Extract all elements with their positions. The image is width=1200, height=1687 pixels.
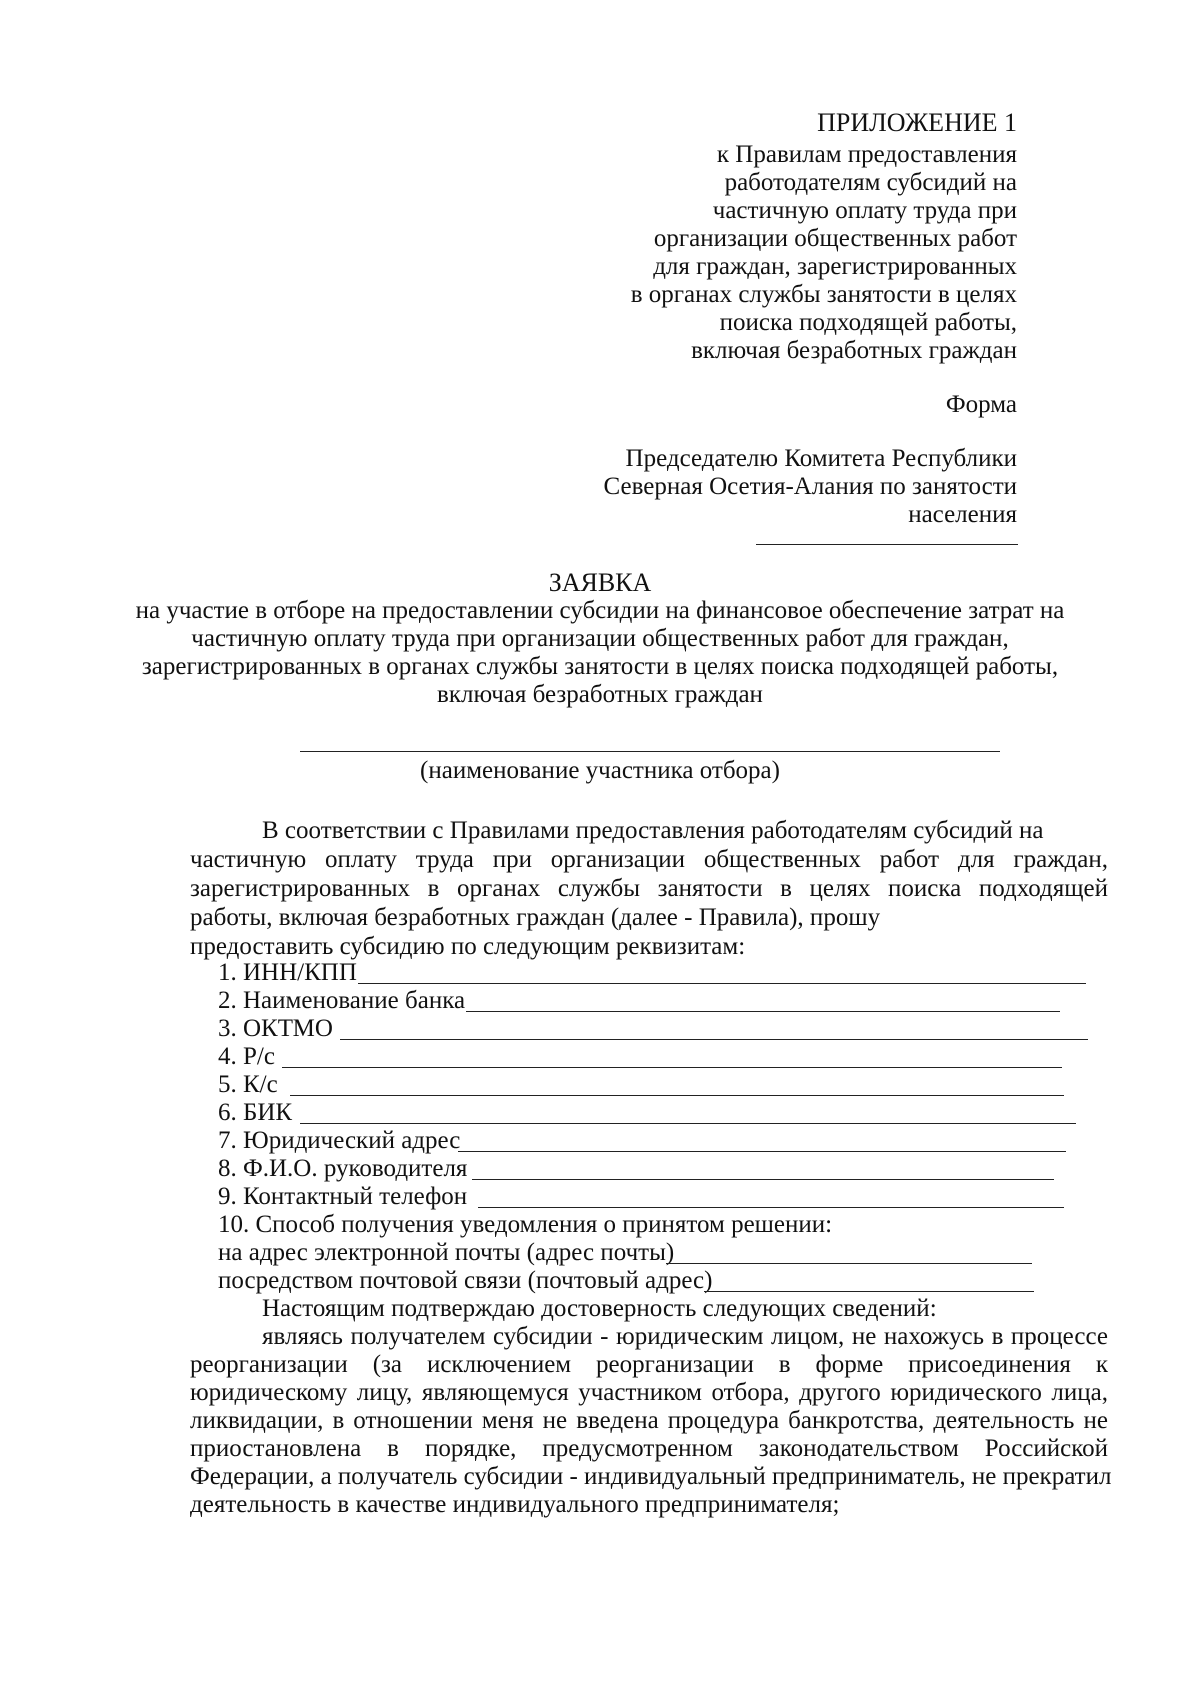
notification-post-input[interactable]: [704, 1291, 1034, 1292]
intro-line: В соответствии с Правилами предоставления работодателям субсидий на: [262, 817, 1044, 844]
participant-caption: (наименование участника отбора): [420, 757, 780, 784]
field-label-rs: 4. Р/с: [218, 1043, 275, 1070]
appendix-line: включая безработных граждан: [691, 337, 1017, 364]
addressee-line: Председателю Комитета Республики: [625, 445, 1017, 472]
addressee-line: населения: [908, 501, 1017, 528]
notification-title: 10. Способ получения уведомления о принятом решении:: [218, 1211, 833, 1238]
field-input-rs[interactable]: [282, 1067, 1062, 1068]
appendix-line: к Правилам предоставления: [716, 141, 1017, 168]
field-label-inn: 1. ИНН/КПП: [218, 959, 357, 986]
field-input-bank[interactable]: [466, 1011, 1060, 1012]
intro-line: частичную оплату труда при организации общественных работ для граждан,: [190, 846, 1108, 873]
final-line: Федерации, а получатель субсидии - индивидуальный предприниматель, не прекратил: [190, 1463, 1112, 1490]
field-label-bank: 2. Наименование банка: [218, 987, 466, 1014]
appendix-line: поиска подходящей работы,: [719, 309, 1017, 336]
field-label-phone: 9. Контактный телефон: [218, 1183, 468, 1210]
heading-line: частичную оплату труда при организации общественных работ для граждан,: [191, 625, 1009, 652]
field-input-inn[interactable]: [358, 983, 1086, 984]
intro-line: зарегистрированных в органах службы занятости в целях поиска подходящей: [190, 875, 1108, 902]
field-label-director: 8. Ф.И.О. руководителя: [218, 1155, 468, 1182]
intro-line: работы, включая безработных граждан (далее - Правила), прошу: [190, 904, 881, 931]
addressee-line: Северная Осетия-Алания по занятости: [603, 473, 1017, 500]
addressee-signature-line: [756, 544, 1018, 545]
confirm-line: Настоящим подтверждаю достоверность следующих сведений:: [262, 1295, 937, 1322]
final-line: юридическому лицу, являющемуся участником отбора, другого юридического лица,: [190, 1379, 1108, 1406]
field-input-director[interactable]: [472, 1179, 1054, 1180]
appendix-line: для граждан, зарегистрированных: [653, 253, 1017, 280]
field-input-legal-address[interactable]: [458, 1151, 1066, 1152]
appendix-title: ПРИЛОЖЕНИЕ 1: [817, 108, 1017, 137]
field-input-oktmo[interactable]: [340, 1039, 1088, 1040]
final-line: реорганизации (за исключением реорганизации в форме присоединения к: [190, 1351, 1108, 1378]
field-label-bik: 6. БИК: [218, 1099, 293, 1126]
appendix-line: в органах службы занятости в целях: [630, 281, 1017, 308]
intro-line: предоставить субсидию по следующим реквизитам:: [190, 933, 746, 960]
notification-post-label: посредством почтовой связи (почтовый адрес): [218, 1267, 713, 1294]
application-title: ЗАЯВКА: [548, 568, 652, 597]
heading-line: включая безработных граждан: [437, 681, 763, 708]
field-label-ks: 5. К/с: [218, 1071, 278, 1098]
field-label-oktmo: 3. ОКТМО: [218, 1015, 333, 1042]
final-line: являясь получателем субсидии - юридическим лицом, не нахожусь в процессе: [262, 1323, 1108, 1350]
final-line: деятельность в качестве индивидуального предпринимателя;: [190, 1491, 840, 1518]
field-input-bik[interactable]: [300, 1123, 1076, 1124]
form-label: Форма: [945, 391, 1017, 418]
field-input-ks[interactable]: [290, 1095, 1064, 1096]
heading-line: на участие в отборе на предоставлении субсидии на финансовое обеспечение затрат на: [135, 597, 1065, 624]
appendix-line: частичную оплату труда при: [712, 197, 1017, 224]
notification-email-label: на адрес электронной почты (адрес почты): [218, 1239, 675, 1266]
participant-name-line[interactable]: [300, 751, 1000, 752]
final-line: ликвидации, в отношении меня не введена процедура банкротства, деятельность не: [190, 1407, 1108, 1434]
field-label-legal-address: 7. Юридический адрес: [218, 1127, 461, 1154]
field-input-phone[interactable]: [478, 1207, 1064, 1208]
heading-line: зарегистрированных в органах службы занятости в целях поиска подходящей работы,: [141, 653, 1059, 680]
appendix-line: работодателям субсидий на: [724, 169, 1017, 196]
final-line: приостановлена в порядке, предусмотренном законодательством Российской: [190, 1435, 1108, 1462]
notification-email-input[interactable]: [666, 1263, 1032, 1264]
appendix-line: организации общественных работ: [653, 225, 1017, 252]
